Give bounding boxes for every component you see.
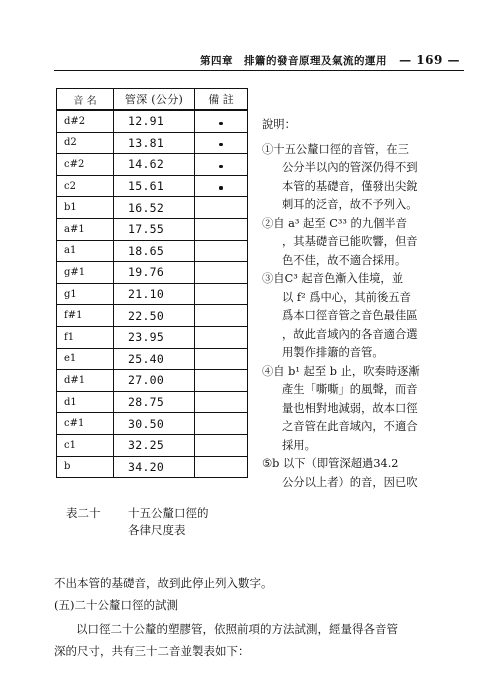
table-row xyxy=(57,370,248,392)
pipe-depth-cell: 12.91 xyxy=(114,110,195,132)
note-line: ⑤b 以下（即管深超過34.2 xyxy=(262,457,399,470)
note-name-cell: f#1 xyxy=(57,305,114,327)
note-name-cell: b1 xyxy=(57,197,114,219)
table-row xyxy=(57,305,248,327)
table-caption xyxy=(128,505,238,539)
remark-cell xyxy=(195,175,248,197)
remark-cell xyxy=(195,110,248,132)
column-header-depth: 管深 (公分) xyxy=(114,89,195,111)
table-row xyxy=(57,434,248,456)
table-row xyxy=(57,218,248,240)
note-name-cell: g#1 xyxy=(57,262,114,284)
note-name-cell: b xyxy=(57,456,114,478)
section-heading: (五)二十公釐口徑的試測 xyxy=(54,598,178,612)
notes-list xyxy=(262,141,472,493)
table-row xyxy=(57,456,248,478)
pipe-depth-cell: 25.40 xyxy=(114,348,195,370)
note-line: 用製作排簫的音管。 xyxy=(282,346,384,359)
remark-cell xyxy=(195,370,248,392)
note-line: 量也相對地減弱，故本口徑 xyxy=(282,401,418,415)
note-line: ④自 b¹ 起至 b 止，吹奏時逐漸 xyxy=(262,364,420,378)
remark-cell xyxy=(195,326,248,348)
pipe-depth-cell: 15.61 xyxy=(114,175,195,197)
note-name-cell: c#1 xyxy=(57,413,114,435)
table-row xyxy=(57,240,248,262)
note-line: ，其基礎音已能吹響，但音 xyxy=(282,235,418,248)
column-header-remark: 備 註 xyxy=(195,89,248,111)
note-item xyxy=(262,215,472,271)
table-row xyxy=(57,154,248,176)
table-caption-label: 表二十 xyxy=(66,506,101,520)
pipe-depth-cell: 23.95 xyxy=(114,326,195,348)
note-item xyxy=(262,363,472,456)
remark-cell xyxy=(195,283,248,305)
remark-cell xyxy=(195,305,248,327)
pipe-depth-cell: 34.20 xyxy=(114,456,195,478)
pipe-depth-cell: 22.50 xyxy=(114,305,195,327)
pipe-depth-cell: 13.81 xyxy=(114,132,195,154)
remark-cell xyxy=(195,218,248,240)
table-caption-line1: 十五公釐口徑的 xyxy=(128,506,209,520)
note-name-cell: d#1 xyxy=(57,370,114,392)
page-number: — 169 — xyxy=(399,53,460,67)
pipe-depth-cell: 19.76 xyxy=(114,262,195,284)
note-name-cell: g1 xyxy=(57,283,114,305)
remark-cell xyxy=(195,240,248,262)
pipe-depth-cell: 30.50 xyxy=(114,413,195,435)
explanation-notes xyxy=(262,116,472,492)
pipe-depth-cell: 18.65 xyxy=(114,240,195,262)
note-name-cell: d2 xyxy=(57,132,114,154)
table-row xyxy=(57,326,248,348)
note-line: ②自 a³ 起至 C³³ 的九個半音 xyxy=(262,216,408,230)
remark-dot-icon xyxy=(219,143,222,146)
note-name-cell: e1 xyxy=(57,348,114,370)
remark-cell xyxy=(195,197,248,219)
note-line: 產生「嘶嘶」的風聲，而音 xyxy=(282,383,418,396)
remark-cell xyxy=(195,262,248,284)
chapter-title: 第四章 排簫的發音原理及氣流的運用 xyxy=(200,54,387,67)
pipe-depth-cell: 27.00 xyxy=(114,370,195,392)
note-line: ①十五公釐口徑的音管，在三 xyxy=(262,142,409,156)
note-line: 採用。 xyxy=(282,438,316,452)
table-row xyxy=(57,283,248,305)
notes-title: 說明： xyxy=(262,118,296,131)
pipe-depth-cell: 16.52 xyxy=(114,197,195,219)
note-name-cell: c#2 xyxy=(57,154,114,176)
table-row xyxy=(57,110,248,132)
note-name-cell: a1 xyxy=(57,240,114,262)
table-row xyxy=(57,197,248,219)
note-name-cell: d1 xyxy=(57,391,114,413)
table-header-row xyxy=(57,89,248,111)
pipe-depth-cell: 17.55 xyxy=(114,218,195,240)
note-line: 以 f² 爲中心，其前後五音 xyxy=(282,290,411,304)
table-row xyxy=(57,132,248,154)
body-paragraph-line2: 深的尺寸，共有三十二音並製表如下： xyxy=(54,644,250,658)
table-row xyxy=(57,175,248,197)
body-line: 不出本管的基礎音，故到此停止列入數字。 xyxy=(54,576,273,590)
note-name-cell: a#1 xyxy=(57,218,114,240)
note-name-cell: c2 xyxy=(57,175,114,197)
table-row xyxy=(57,391,248,413)
remark-cell xyxy=(195,413,248,435)
remark-dot-icon xyxy=(219,186,222,189)
remark-dot-icon xyxy=(219,122,222,125)
note-name-cell: c1 xyxy=(57,434,114,456)
note-name-cell: f1 xyxy=(57,326,114,348)
note-line: 公分半以內的管深仍得不到 xyxy=(282,161,418,174)
note-line: ③自C³ 起音色漸入佳境，並 xyxy=(262,272,404,285)
column-header-note: 音 名 xyxy=(57,89,114,111)
note-item xyxy=(262,270,472,363)
pipe-depth-cell: 28.75 xyxy=(114,391,195,413)
pipe-depth-table xyxy=(56,88,248,478)
remark-cell xyxy=(195,434,248,456)
note-line: 爲本口徑音管之音色最佳區 xyxy=(282,309,418,322)
pipe-depth-cell: 21.10 xyxy=(114,283,195,305)
remark-dot-icon xyxy=(219,165,222,168)
table-row xyxy=(57,413,248,435)
remark-cell xyxy=(195,132,248,154)
remark-cell xyxy=(195,391,248,413)
note-line: ，故此音域內的各音適合選 xyxy=(282,327,418,341)
remark-cell xyxy=(195,348,248,370)
table-row xyxy=(57,262,248,284)
remark-cell xyxy=(195,456,248,478)
pipe-depth-cell: 14.62 xyxy=(114,154,195,176)
remark-cell xyxy=(195,154,248,176)
note-line: 公分以上者）的音，因已吹 xyxy=(282,475,418,489)
table-row xyxy=(57,348,248,370)
note-line: 色不佳，故不適合採用。 xyxy=(282,253,407,267)
body-paragraph-line1: 以口徑二十公釐的塑膠管，依照前項的方法試測，經量得各音管 xyxy=(76,622,398,636)
header-rule xyxy=(54,70,464,71)
note-line: 本管的基礎音，僅發出尖銳 xyxy=(282,179,418,193)
note-name-cell: d#2 xyxy=(57,110,114,132)
note-line: 之音管在此音域內，不適合 xyxy=(282,420,418,433)
running-header xyxy=(200,50,460,70)
note-line: 刺耳的泛音，故不予列入。 xyxy=(282,198,418,211)
note-item xyxy=(262,455,472,492)
note-item xyxy=(262,141,472,215)
pipe-depth-cell: 32.25 xyxy=(114,434,195,456)
table-body xyxy=(57,110,248,478)
table-caption-line2: 各律尺度表 xyxy=(128,523,186,537)
